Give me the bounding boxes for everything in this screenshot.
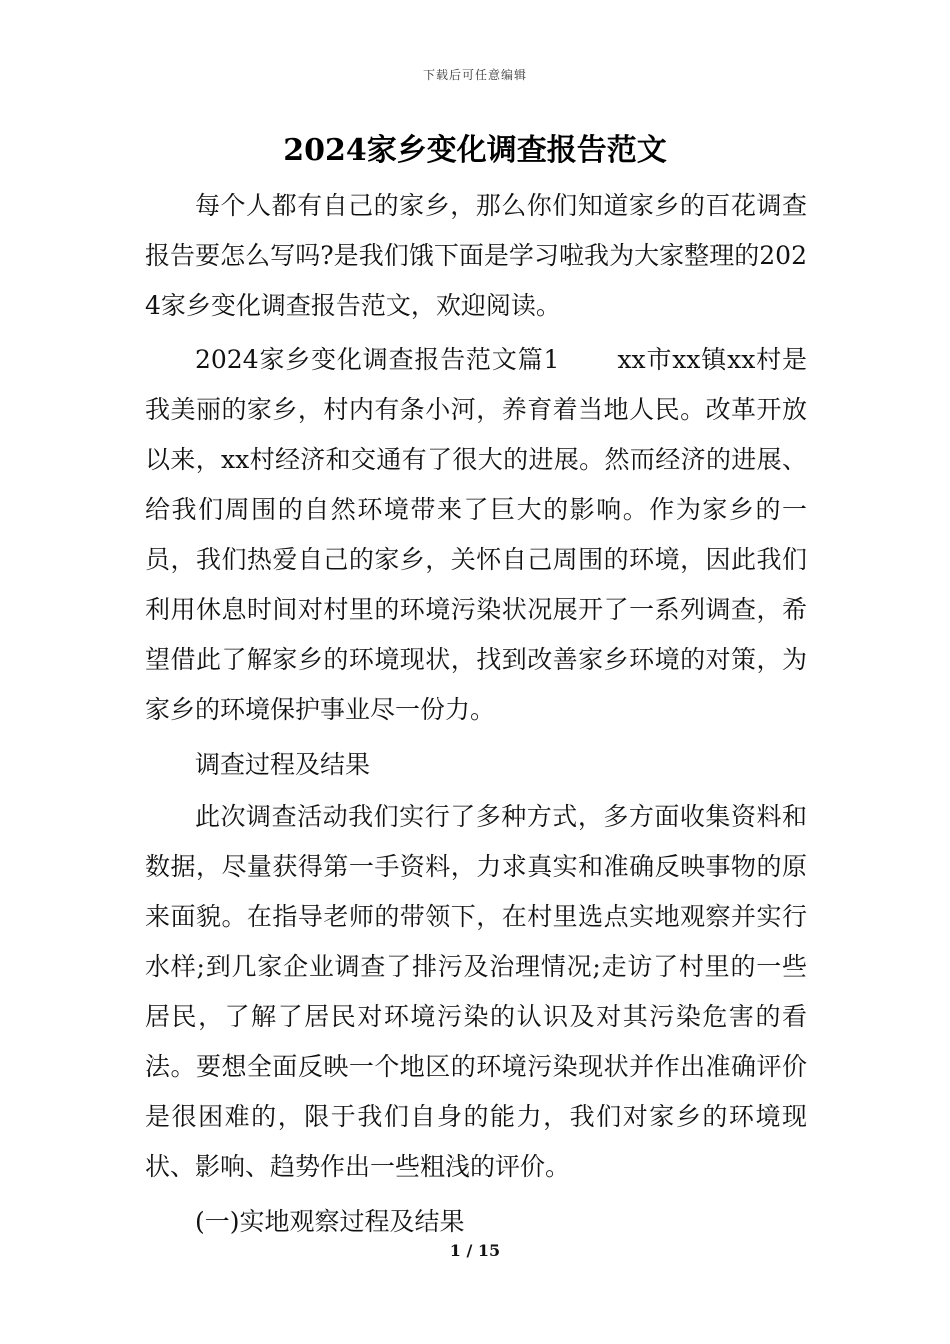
process-paragraph: 此次调查活动我们实行了多种方式，多方面收集资料和数据，尽量获得第一手资料，力求真实和准确反映事物的原来面貌。在指导老师的带领下，在村里选点实地观察并实行水样;到几家企业调查了排污及治理情况;走访了村里的一些居民，了解了居民对环境污染的认识及对其污染危害的看法。要想全面反映一个地区的环境污染现状并作出准确评价是很困难的，限于我们自身的能力，我们对家乡的环境现状、影响、趋势作出一些粗浅的评价。 xyxy=(145,802,807,1181)
page-indicator: 1 / 15 xyxy=(449,1241,501,1260)
section1-label: 2024家乡变化调查报告范文篇1 xyxy=(195,345,560,374)
document-title: 2024家乡变化调查报告范文 xyxy=(283,133,667,168)
intro-paragraph: 每个人都有自己的家乡，那么你们知道家乡的百花调查报告要怎么写吗?是我们饿下面是学习啦我为大家整理的2024家乡变化调查报告范文，欢迎阅读。 xyxy=(145,191,807,320)
section1-paragraph xyxy=(145,335,807,735)
document-body xyxy=(145,181,807,1249)
section1-text: xx市xx镇xx村是我美丽的家乡，村内有条小河，养育着当地人民。改革开放以来，xx村经济和交通有了很大的进展。然而经济的进展、给我们周围的自然环境带来了巨大的影响。作为家乡的一员，我们热爱自己的家乡，关怀自己周围的环境，因此我们利用休息时间对村里的环境污染状况展开了一系列调查，希望借此了解家乡的环境现状，找到改善家乡环境的对策，为家乡的环境保护事业尽一份力。 xyxy=(145,345,807,724)
subheading-1: (一)实地观察过程及结果 xyxy=(195,1207,465,1236)
heading-process: 调查过程及结果 xyxy=(195,750,371,779)
header-note: 下载后可任意编辑 xyxy=(422,68,527,82)
